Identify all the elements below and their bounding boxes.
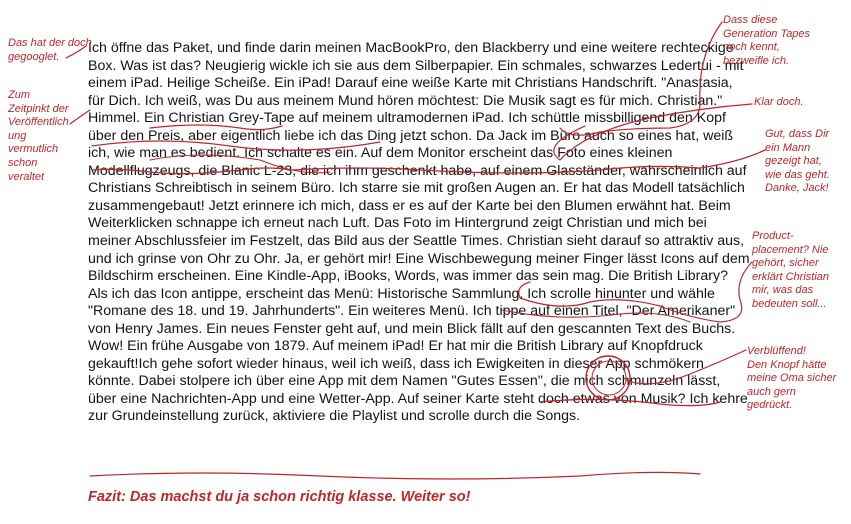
note-knopf: Verblüffend! Den Knopf hätte meine Oma sicher auch gern gedrückt. <box>747 345 837 412</box>
note-outdated: Zum Zeitpinkt der Veröffentlich ung vermutlich schon veraltet <box>8 89 69 183</box>
link-outdated <box>70 110 90 124</box>
note-jack: Gut, dass Dir ein Mann gezeigt hat, wie das geht. Danke, Jack! <box>765 128 830 195</box>
book-excerpt <box>88 40 750 426</box>
excerpt-paragraph: Ich öffne das Paket, und finde darin meinen MacBookPro, den Blackberry und eine weitere rechteckige Box. Was ist das? Neugierig wickle ich sie aus dem Silberpapier. Ein schmales, schwarzes Ledertui - mit einem iPad. Heilige Scheiße. Ein iPad! Darauf eine weiße Karte mit Christians Handschrift. "Anastasia, für Dich. Ich weiß, was Du aus meinem Mund hören möchtest: Die Musik sagt es für mich. Christian." Himmel. Ein Christian Grey-Tape auf meinem ultramodernen iPad. Ich schüttle missbilligend den Kopf über den Preis, aber eigentlich liebe ich das Ding jetzt schon. Da Jack im Büro auch so eines hat, weiß ich, wie man es bedient. Ich schalte es ein. Auf dem Monitor erscheint das Foto eines kleinen Modellflugzeugs, die Blanic L-23, die ich ihm geschenkt habe, auf einem Glasständer, wahrscheinlich auf Christians Schreibtisch in seinem Büro. Ich starre sie mit großen Augen an. Er hat das Modell tatsächlich zusammengebaut! Jetzt erinnere ich mich, dass er es auf der Karte bei den Blumen erwähnt hat. Beim Weiterklicken schnappe ich erneut nach Luft. Das Foto im Hintergrund zeigt Christian und mich bei meiner Abschlussfeier im Festzelt, das Bild aus der Seattle Times. Christian sieht darauf so attraktiv aus, und ich grinse von Ohr zu Ohr. Ja, er gehört mir! Eine Wischbewegung meiner Finger lässt Icons auf dem Bildschirm erscheinen. Eine Kindle-App, iBooks, Words, was immer das sein mag. Die British Library? Als ich das Icon antippe, erscheint das Menü: Historische Sammlung. Ich scrolle hinunter und wähle "Romane des 18. und 19. Jahrhunderts". Ein weiteres Menü. Ich tippe auf einen Titel, "Der Amerikaner" von Henry James. Ein neues Fenster geht auf, und mein Blick fällt auf den gescannten Text des Buchs. Wow! Ein frühe Ausgabe von 1879. Auf meinem iPad! Er hat mir die British Library auf Knopfdruck gekauft!Ich gehe sofort wieder hinaus, weil ich weiß, dass ich Ewigkeiten in dieser App schmökern könnte. Dabei stolpere ich über eine App mit dem Namen "Gutes Essen", die mich schmunzeln lässt, über eine Nachrichten-App und eine Wetter-App. Auf seiner Karte steht doch etwas von Musik? Ich kehre zur Grundeinstellung zurück, aktiviere die Playlist und scrolle durch die Songs. <box>88 40 750 425</box>
fazit-comment: Fazit: Das machst du ja schon richtig klasse. Weiter so! <box>88 489 471 505</box>
underline-songs <box>90 472 700 479</box>
note-googled: Das hat der doch gegooglet. <box>8 37 92 63</box>
note-product: Product- placement? Nie gehört, sicher erklärt Christian mir, was das bedeuten soll... <box>752 230 830 310</box>
note-klar: Klar doch. <box>754 96 804 108</box>
note-tapes: Dass diese Generation Tapes noch kennt, bezweifle ich. <box>723 14 811 67</box>
